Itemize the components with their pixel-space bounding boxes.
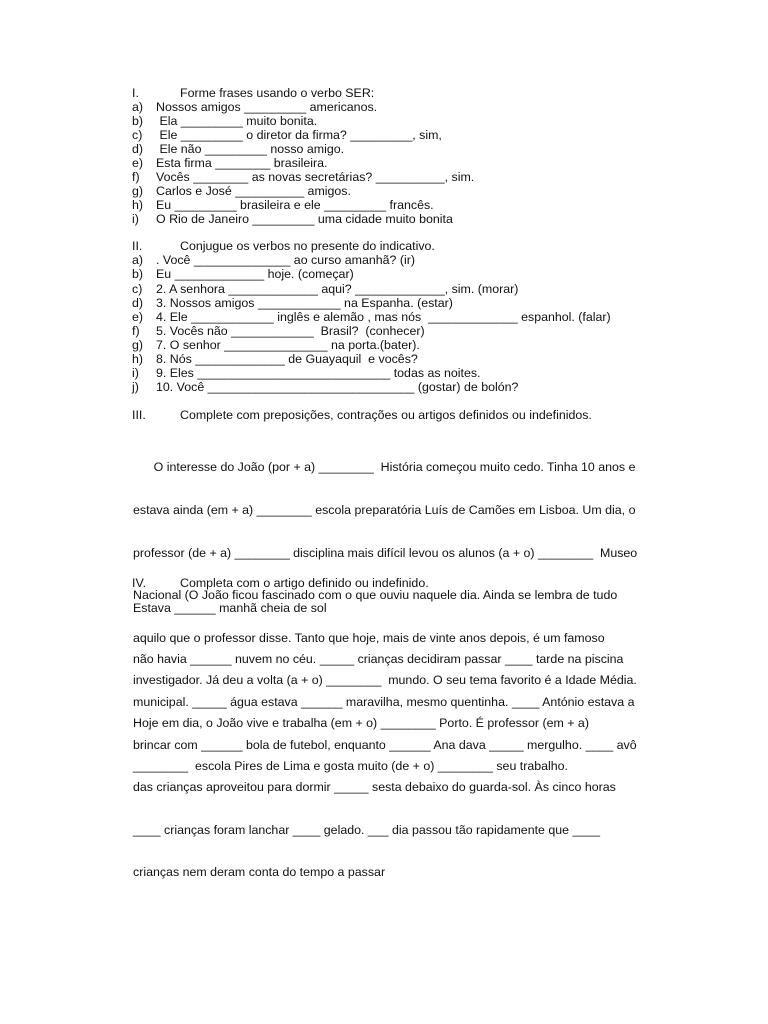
section-1-numeral: I. xyxy=(132,86,139,100)
item-text: Eu _________ brasileira e ele _________ francês. xyxy=(156,198,434,212)
item-text: 7. O senhor _______________ na porta.(bater). xyxy=(156,338,420,352)
item-label: i) xyxy=(132,212,139,226)
item-label: a) xyxy=(132,253,144,267)
item-text: Esta firma ________ brasileira. xyxy=(156,156,328,170)
exercise-item xyxy=(132,142,344,156)
paragraph-line: aquilo que o professor disse. Tanto que hoje, mais de vinte anos depois, é um famoso xyxy=(133,630,605,645)
paragraph-line: municipal. _____ água estava ______ maravilha, mesmo quentinha. ____ António estava a xyxy=(133,695,635,710)
exercise-item xyxy=(132,324,425,338)
exercise-item xyxy=(132,170,474,184)
item-label: g) xyxy=(132,338,144,352)
section-4-paragraph xyxy=(133,624,663,908)
exercise-item xyxy=(132,156,328,170)
item-text: 9. Eles ____________________________ todas as noites. xyxy=(156,366,481,380)
paragraph-line: estava ainda (em + a) ________ escola preparatória Luís de Camões em Lisboa. Um dia, o xyxy=(133,503,636,518)
exercise-item xyxy=(132,184,351,198)
paragraph-line: das crianças aproveitou para dormir _____ sesta debaixo do guarda-sol. Às cinco horas xyxy=(133,780,616,795)
paragraph-line: professor (de + a) ________ disciplina mais difícil levou os alunos (a + o) ________ Museo xyxy=(133,545,638,560)
item-text: Vocês ________ as novas secretárias? __________, sim. xyxy=(156,170,475,184)
paragraph-line: ____ crianças foram lanchar ____ gelado. ___ dia passou tão rapidamente que ____ xyxy=(133,822,601,837)
item-label: d) xyxy=(132,142,144,156)
section-4-numeral: IV. xyxy=(132,576,147,590)
exercise-item xyxy=(132,282,518,296)
item-label: e) xyxy=(132,310,144,324)
section-2-numeral: II. xyxy=(132,239,143,253)
exercise-item xyxy=(132,267,354,281)
paragraph-line: crianças nem deram conta do tempo a passar xyxy=(133,865,386,880)
exercise-item xyxy=(132,296,453,310)
item-text: Ele não _________ nosso amigo. xyxy=(156,142,345,156)
item-text: 8. Nós _____________ de Guayaquil e vocês? xyxy=(156,352,418,366)
item-label: g) xyxy=(132,184,144,198)
item-text: O Rio de Janeiro _________ uma cidade muito bonita xyxy=(156,212,453,226)
item-label: b) xyxy=(132,267,144,281)
item-label: e) xyxy=(132,156,144,170)
paragraph-line: O interesse do João (por + a) ________ História começou muito cedo. Tinha 10 anos e xyxy=(133,460,636,475)
item-label: f) xyxy=(132,324,140,338)
paragraph-line: não havia ______ nuvem no céu. _____ crianças decidiram passar ____ tarde na piscina xyxy=(133,652,624,667)
item-label: f) xyxy=(132,170,140,184)
item-text: 3. Nossos amigos ____________ na Espanha. (estar) xyxy=(156,296,453,310)
section-3-numeral: III. xyxy=(132,408,146,422)
item-label: i) xyxy=(132,366,139,380)
section-4-heading: Completa com o artigo definido ou indefinido. xyxy=(180,576,429,590)
item-text: Ela _________ muito bonita. xyxy=(156,114,318,128)
item-text: . Você ______________ ao curso amanhã? (ir) xyxy=(156,253,416,267)
item-text: Ele _________ o diretor da firma? _________, sim, xyxy=(156,128,442,142)
paragraph-line: Nacional (O João ficou fascinado com o que ouviu naquele dia. Ainda se lembra de tudo xyxy=(133,588,618,603)
paragraph-line: ________ escola Pires de Lima e gosta muito (de + o) ________ seu trabalho. xyxy=(133,758,568,773)
paragraph-line: investigador. Já deu a volta (a + o) ________ mundo. O seu tema favorito é a Idade Média. xyxy=(133,673,637,688)
exercise-item xyxy=(132,253,415,267)
paragraph-line: Hoje em dia, o João vive e trabalha (em + o) ________ Porto. É professor (em + a) xyxy=(133,716,589,731)
exercise-item xyxy=(132,100,377,114)
exercise-item xyxy=(132,212,453,226)
paragraph-line: brincar com ______ bola de futebol, enquanto ______ Ana dava _____ mergulho. ____ avô xyxy=(133,737,637,752)
exercise-item xyxy=(132,128,442,142)
item-label: a) xyxy=(132,100,144,114)
section-2-heading: Conjugue os verbos no presente do indicativo. xyxy=(180,239,435,253)
section-4-first-line: Estava ______ manhã cheia de sol xyxy=(133,601,327,615)
item-label: j) xyxy=(132,380,139,394)
section-3-heading: Complete com preposições, contrações ou artigos definidos ou indefinidos. xyxy=(180,408,592,422)
item-text: 2. A senhora _____________ aqui? _____________, sim. (morar) xyxy=(156,282,519,296)
section-1-heading: Forme frases usando o verbo SER: xyxy=(180,86,375,100)
item-text: 10. Você ______________________________ (gostar) de bolón? xyxy=(156,380,519,394)
item-text: Nossos amigos _________ americanos. xyxy=(156,100,378,114)
exercise-item xyxy=(132,352,418,366)
item-text: 5. Vocês não ____________ Brasil? (conhecer) xyxy=(156,324,425,338)
item-label: c) xyxy=(132,282,143,296)
exercise-item xyxy=(132,310,611,324)
item-label: c) xyxy=(132,128,143,142)
item-label: b) xyxy=(132,114,144,128)
item-text: 4. Ele ____________ inglês e alemão , mas nós _____________ espanhol. (falar) xyxy=(156,310,611,324)
item-label: h) xyxy=(132,352,144,366)
exercise-item xyxy=(132,198,434,212)
exercise-item xyxy=(132,380,518,394)
exercise-item xyxy=(132,338,420,352)
exercise-item xyxy=(132,114,317,128)
item-text: Carlos e José __________ amigos. xyxy=(156,184,351,198)
item-text: Eu _____________ hoje. (começar) xyxy=(156,267,354,281)
item-label: d) xyxy=(132,296,144,310)
item-label: h) xyxy=(132,198,144,212)
exercise-item xyxy=(132,366,481,380)
